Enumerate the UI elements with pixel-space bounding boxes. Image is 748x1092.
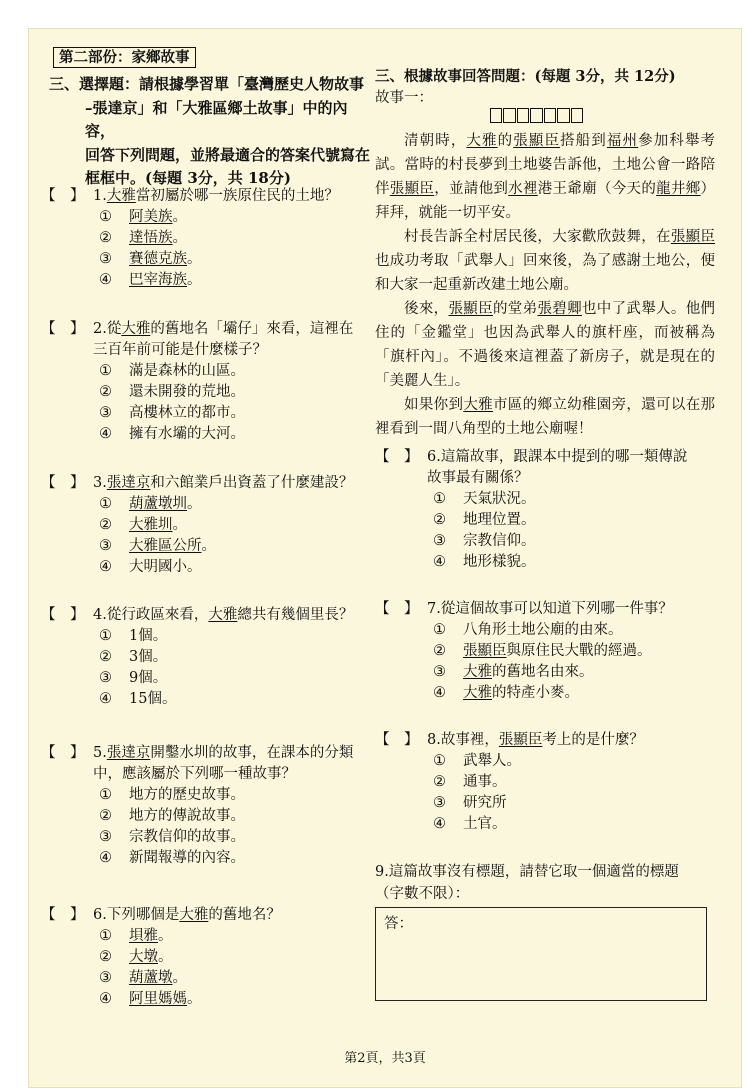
option-number: ① [99,209,112,225]
question-number: 7. [427,601,441,617]
part-title: 第二部份：家鄉故事 [53,47,196,68]
question-5 [41,743,379,869]
question-stem [427,447,719,468]
option-text: 大雅區公所。 [129,538,216,554]
option-number: ④ [99,559,112,575]
question-stem-text: 故事裡，張顯臣考上的是什麼？ [440,732,644,748]
option-text: 還未開發的荒地。 [129,384,245,400]
option [375,620,719,641]
option [375,662,719,683]
question-stem-text: 三百年前可能是什麼樣子？ [93,342,267,358]
option [41,536,379,557]
worksheet-page [28,28,742,1088]
answer-box[interactable] [375,907,707,1001]
answer-label: 答： [384,916,413,932]
question-1 [41,186,379,291]
option-number: ① [99,628,112,644]
section-3-reading-title: 三、根據故事回答問題：(每題 3分，共 12分) [375,68,676,85]
option-number: ① [99,928,112,944]
option-number: ② [433,512,446,528]
question-9 [375,861,715,905]
option [41,989,379,1010]
answer-bracket[interactable]: 【 】 [41,745,85,761]
story-paragraph: 清朝時，大雅的張顯臣搭船到福州參加科舉考試。當時的村長夢到土地婆告訴他，土地公會一路陪伴張顯臣，並請他到水裡港王爺廟（今天的龍井鄉）拜拜，就能一切平安。 [375,133,716,221]
option-number: ③ [433,533,446,549]
option-text: 大明國小。 [129,559,202,575]
option [41,947,379,968]
option-number: ③ [99,538,112,554]
option [41,403,379,424]
question-stem-text: 從行政區來看，大雅總共有幾個里長？ [106,607,354,623]
page-footer: 第2頁，共3頁 [344,1051,426,1066]
question-number: 8. [427,732,441,748]
option-text: 垻雅。 [129,928,173,944]
option-number: ④ [433,554,446,570]
option-text: 高樓林立的都市。 [129,405,245,421]
answer-bracket[interactable]: 【 】 [41,321,85,337]
option [375,489,719,510]
option-text: 3個。 [129,649,168,665]
answer-bracket[interactable]: 【 】 [375,601,419,617]
option-number: ④ [433,816,446,832]
option [375,510,719,531]
question-number: 6. [427,449,441,465]
instruction-line: 三、選擇題：請根據學習單「臺灣歷史人物故事 [49,75,365,93]
option-number: ② [99,808,112,824]
option-text: 1個。 [129,628,168,644]
question-stem [427,468,719,489]
question-stem-text: 從這個故事可以知道下列哪一件事？ [440,601,673,617]
option-text: 阿美族。 [129,209,187,225]
option-number: ② [99,384,112,400]
option [41,668,379,689]
option-text: 大墩。 [129,949,173,965]
option [41,626,379,647]
option [41,361,379,382]
option [41,647,379,668]
question-3 [41,473,379,578]
option-text: 葫蘆墩。 [129,970,187,986]
answer-bracket[interactable]: 【 】 [375,449,419,465]
option-number: ② [99,649,112,665]
option-number: ① [99,496,112,512]
story-text [375,129,715,441]
option-text: 達悟族。 [129,230,187,246]
option [41,785,379,806]
option-number: ④ [99,691,112,707]
option [375,552,719,573]
option [41,848,379,869]
option-number: ② [99,949,112,965]
question-stem [93,605,379,626]
question-stem-text: 大雅當初屬於哪一族原住民的土地？ [106,188,339,204]
question-number: 1. [93,188,107,204]
option-text: 15個。 [129,691,177,707]
story-paragraph: 村長告訴全村居民後，大家歡欣鼓舞，在張顯臣也成功考取「武舉人」回來後，為了感謝土地公，便和大家一起重新改建土地公廟。 [375,229,716,293]
option [41,494,379,515]
question-number: 6. [93,907,107,923]
option-number: ② [433,774,446,790]
option-text: 9個。 [129,670,168,686]
option-number: ② [99,230,112,246]
option-number: ② [433,643,446,659]
instruction-line: 框框中。(每題 3分，共 18分) [85,169,291,187]
option-text: 地方的傳說故事。 [129,808,245,824]
option [375,814,719,835]
question-7 [375,599,719,704]
option-text: 宗教信仰。 [463,533,536,549]
option-text: 張顯臣與原住民大戰的經過。 [463,643,652,659]
option-number: ① [433,622,446,638]
question-number: 3. [93,475,107,491]
option-text: 地理位置。 [463,512,536,528]
option [41,827,379,848]
option [375,641,719,662]
option-number: ① [433,491,446,507]
option-text: 天氣狀況。 [463,491,536,507]
option-text: 葫蘆墩圳。 [129,496,202,512]
question-stem [93,764,379,785]
option-text: 武舉人。 [463,753,521,769]
question-stem [93,905,379,926]
story-paragraph: 如果你到大雅市區的鄉立幼稚園旁，還可以在那裡看到一間八角型的土地公廟喔！ [375,397,716,437]
option-text: 大雅的特產小麥。 [463,685,579,701]
question-number: 5. [93,745,107,761]
answer-bracket[interactable]: 【 】 [41,607,85,623]
option-number: ① [433,753,446,769]
option [41,207,379,228]
option [41,557,379,578]
question-stem [93,473,379,494]
question-stem-text: 張達京開鑿水圳的故事，在課本的分類 [106,745,354,761]
option [41,926,379,947]
option-text: 大雅圳。 [129,517,187,533]
option [375,683,719,704]
option-number: ④ [99,850,112,866]
question-stem-text: 從大雅的舊地名「壩仔」來看，這裡在 [106,321,354,337]
question-stem-text: 張達京和六館業戶出資蓋了什麼建設？ [106,475,354,491]
option-text: 研究所 [463,795,507,811]
question-6 [375,447,719,573]
option-number: ③ [99,829,112,845]
option-number: ③ [99,405,112,421]
question-stem [93,340,379,361]
option-number: ④ [99,272,112,288]
section-3-instructions [49,73,377,191]
question-stem [427,730,719,751]
option-text: 擁有水壩的大河。 [129,426,245,442]
option-number: ② [99,517,112,533]
option-text: 巴宰海族。 [129,272,202,288]
answer-bracket[interactable]: 【 】 [41,475,85,491]
option [41,228,379,249]
question-stem-text: 故事最有關係？ [427,470,529,486]
option-number: ④ [99,426,112,442]
option-number: ④ [99,991,112,1007]
option [41,806,379,827]
option-number: ④ [433,685,446,701]
option [375,772,719,793]
option [41,270,379,291]
option-number: ③ [433,664,446,680]
question-9-line: （字數不限）： [375,886,470,902]
option-text: 土官。 [463,816,507,832]
question-stem-text: 這篇故事，跟課本中提到的哪一類傳說 [440,449,688,465]
option-text: 地形樣貌。 [463,554,536,570]
option [41,515,379,536]
option-text: 阿里媽媽。 [129,991,202,1007]
option-text: 地方的歷史故事。 [129,787,245,803]
option [41,424,379,445]
option-text: 宗教信仰的故事。 [129,829,245,845]
question-4 [41,605,379,710]
question-number: 4. [93,607,107,623]
option-number: ③ [99,970,112,986]
instruction-line: 回答下列問題，並將最適合的答案代號寫在 [85,145,371,164]
option-text: 賽德克族。 [129,251,202,267]
question-stem-text: 下列哪個是大雅的舊地名？ [106,907,281,923]
question-8 [375,730,719,835]
option [41,382,379,403]
option [375,751,719,772]
story-title-placeholder-boxes [490,108,584,124]
option-number: ① [99,787,112,803]
option-number: ③ [433,795,446,811]
option [375,531,719,552]
option-text: 新聞報導的內容。 [129,850,245,866]
option [41,689,379,710]
option [41,968,379,989]
option-text: 八角形土地公廟的由來。 [463,622,623,638]
option-number: ③ [99,670,112,686]
question-stem [93,743,379,764]
option [375,793,719,814]
answer-bracket[interactable]: 【 】 [41,907,85,923]
option-text: 大雅的舊地名由來。 [463,664,594,680]
option-number: ③ [99,251,112,267]
question-stem [427,599,719,620]
story-label: 故事一： [375,90,433,106]
option-text: 通事。 [463,774,507,790]
question-stem [93,186,379,207]
question-stem-text: 中，應該屬於下列哪一種故事？ [93,766,296,782]
story-paragraph: 後來，張顯臣的堂弟張碧卿也中了武舉人。他們住的「金鑑堂」也因為武舉人的旗杆座，而被稱為「旗杆內」。不過後來這裡蓋了新房子，就是現在的「美麗人生」。 [375,301,716,389]
option-number: ① [99,363,112,379]
question-6 [41,905,379,1010]
question-2 [41,319,379,445]
option [41,249,379,270]
question-number: 2. [93,321,107,337]
option-text: 滿是森林的山區。 [129,363,245,379]
answer-bracket[interactable]: 【 】 [41,188,85,204]
question-9-line: 9.這篇故事沒有標題，請替它取一個適當的標題 [375,864,679,880]
question-stem [93,319,379,340]
answer-bracket[interactable]: 【 】 [375,732,419,748]
instruction-line: –張達京」和「大雅區鄉土故事」中的內容， [85,98,348,140]
